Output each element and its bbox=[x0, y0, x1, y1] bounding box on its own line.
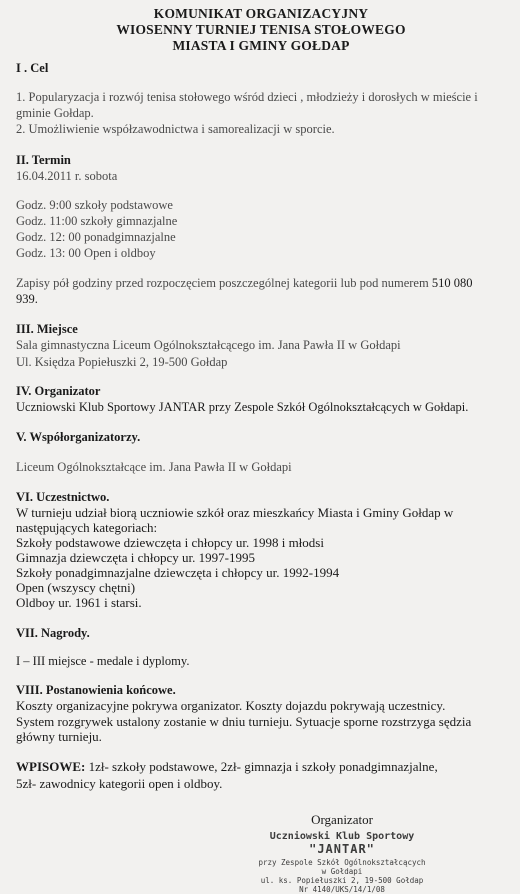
zapisy-text: Zapisy pół godziny przed rozpoczęciem poszczególnej kategorii lub pod numerem bbox=[16, 276, 429, 290]
wpisowe-text: 1zł- szkoły podstawowe, 2zł- gimnazja i szkoły ponadgimnazjalne, bbox=[85, 759, 438, 774]
category-item: Oldboy ur. 1961 i starsi. bbox=[16, 595, 142, 610]
section-heading: V. Współorganizatorzy. bbox=[16, 430, 141, 444]
stamp-line: przy Zespole Szkół Ogólnokształcących bbox=[258, 858, 426, 867]
time-item: Godz. 13: 00 Open i oldboy bbox=[16, 246, 156, 260]
stamp-line: w Gołdapi bbox=[321, 867, 363, 876]
section-nagrody bbox=[16, 626, 506, 669]
postanowienia-line: System rozgrywek ustalony zostanie w dniu turnieju. Sytuacje sporne rozstrzyga sędzia bbox=[16, 714, 472, 729]
document-header bbox=[16, 0, 506, 54]
section-wspolorganizatorzy bbox=[16, 430, 506, 475]
section-uczestnictwo bbox=[16, 490, 506, 610]
wspolorg-line: Liceum Ogólnokształcące im. Jana Pawła II w Gołdapi bbox=[16, 460, 292, 474]
header-line-1: KOMUNIKAT ORGANIZACYJNY bbox=[153, 6, 369, 21]
nagrody-line: I – III miejsce - medale i dyplomy. bbox=[16, 654, 190, 668]
cel-point-2: 2. Umożliwienie współzawodnictwa i samorealizacji w sporcie. bbox=[16, 122, 335, 136]
miejsce-line-1: Sala gimnastyczna Liceum Ogólnokształcącego im. Jana Pawła II w Gołdapi bbox=[16, 338, 401, 352]
section-cel bbox=[16, 61, 506, 137]
stamp-line: ul. ks. Popiełuszki 2, 19-500 Gołdap bbox=[260, 876, 424, 885]
section-postanowienia bbox=[16, 683, 506, 744]
termin-date: 16.04.2011 r. sobota bbox=[16, 169, 118, 183]
signature-title: Organizator bbox=[311, 812, 373, 827]
category-item: Gimnazja dziewczęta i chłopcy ur. 1997-1995 bbox=[16, 550, 255, 565]
section-heading: III. Miejsce bbox=[16, 322, 78, 336]
category-item: Szkoły ponadgimnazjalne dziewczęta i chłopcy ur. 1992-1994 bbox=[16, 565, 340, 580]
category-item: Szkoły podstawowe dziewczęta i chłopcy ur. 1998 i młodsi bbox=[16, 535, 324, 550]
wpisowe-label: WPISOWE: bbox=[16, 759, 86, 774]
signature-block bbox=[242, 812, 442, 894]
postanowienia-line: Koszty organizacyjne pokrywa organizator. Koszty dojazdu pokrywają uczestnicy. bbox=[16, 698, 446, 713]
section-miejsce bbox=[16, 322, 506, 370]
section-wpisowe bbox=[16, 759, 506, 791]
organizator-line: Uczniowski Klub Sportowy JANTAR przy Zespole Szkół Ogólnokształcących w Gołdapi. bbox=[16, 400, 469, 414]
header-line-2: WIOSENNY TURNIEJ TENISA STOŁOWEGO bbox=[116, 22, 406, 37]
miejsce-line-2: Ul. Księdza Popiełuszki 2, 19-500 Gołdap bbox=[16, 355, 228, 369]
section-heading: II. Termin bbox=[16, 153, 71, 167]
section-termin bbox=[16, 153, 506, 307]
uczestnictwo-line: W turnieju udział biorą uczniowie szkół oraz mieszkańcy Miasta i Gminy Gołdap w bbox=[16, 505, 454, 520]
header-line-3: MIASTA I GMINY GOŁDAP bbox=[172, 38, 350, 53]
stamp-line: Uczniowski Klub Sportowy bbox=[269, 831, 415, 842]
time-item: Godz. 12: 00 ponadgimnazjalne bbox=[16, 230, 176, 244]
section-heading: I . Cel bbox=[16, 61, 49, 75]
section-heading: VII. Nagrody. bbox=[16, 626, 90, 640]
stamp-line: "JANTAR" bbox=[309, 842, 375, 856]
section-heading: VI. Uczestnictwo. bbox=[16, 490, 110, 504]
zapisy-line bbox=[16, 276, 506, 291]
category-item: Open (wszyscy chętni) bbox=[16, 580, 136, 595]
section-organizator bbox=[16, 384, 506, 415]
wpisowe-line-2: 5zł- zawodnicy kategorii open i oldboy. bbox=[16, 776, 223, 791]
termin-times bbox=[16, 198, 506, 261]
time-item: Godz. 9:00 szkoły podstawowe bbox=[16, 198, 173, 212]
postanowienia-line: główny turnieju. bbox=[16, 729, 102, 744]
cel-point-1b: gminie Gołdap. bbox=[16, 106, 94, 120]
phone-number-cont: 939. bbox=[16, 292, 38, 306]
phone-number: 510 080 bbox=[431, 276, 473, 290]
time-item: Godz. 11:00 szkoły gimnazjalne bbox=[16, 214, 178, 228]
wpisowe-line-1 bbox=[16, 759, 506, 774]
organization-stamp bbox=[242, 831, 442, 894]
uczestnictwo-line: następujących kategoriach: bbox=[16, 520, 158, 535]
section-heading: VIII. Postanowienia końcowe. bbox=[16, 683, 176, 697]
section-heading: IV. Organizator bbox=[16, 384, 101, 398]
cel-point-1a: 1. Popularyzacja i rozwój tenisa stołowego wśród dzieci , młodzieży i dorosłych w mieście i bbox=[16, 90, 478, 104]
stamp-line: Nr 4140/UKS/14/1/08 bbox=[299, 885, 385, 894]
